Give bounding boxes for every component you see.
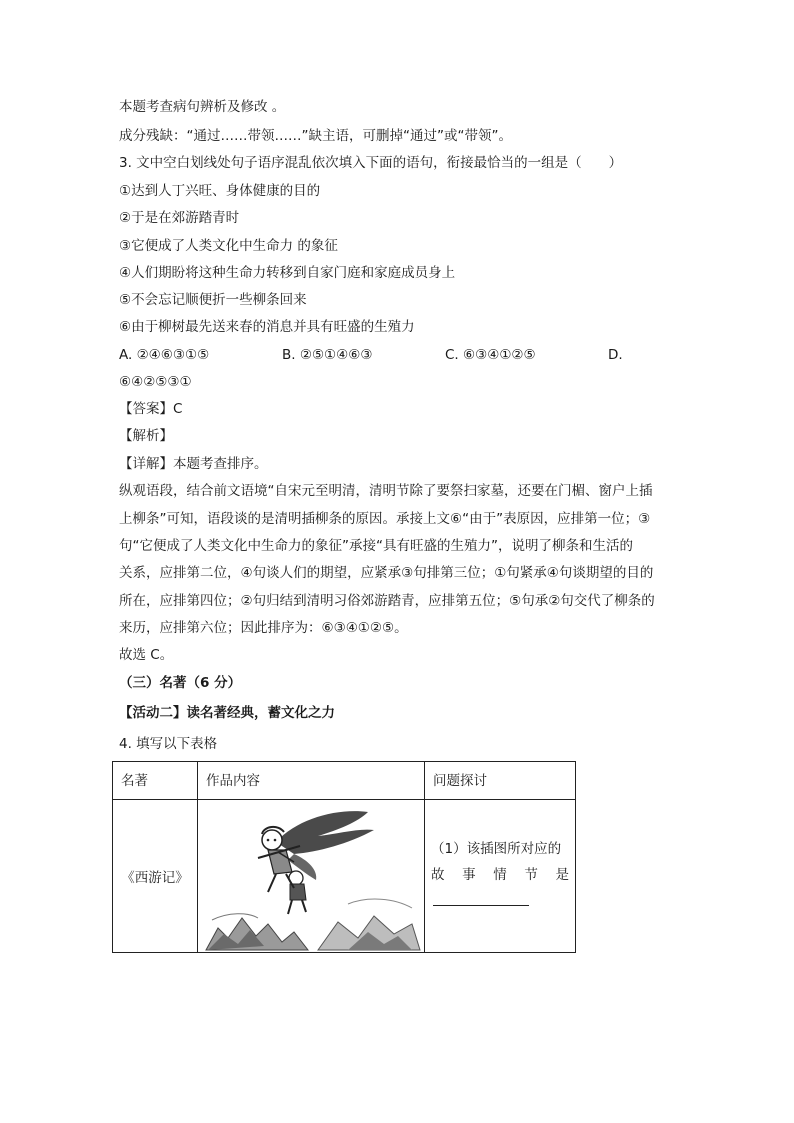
sentence-option-2: ②于是在郊游踏青时 bbox=[119, 210, 240, 226]
choice-d-label: D. bbox=[608, 347, 623, 363]
analysis-line: 所在，应排第四位；②句归结到清明习俗郊游踏青，应排第五位；⑤句承②句交代了柳条的 bbox=[119, 593, 655, 609]
analysis-line: 上柳条”可知，语段谈的是清明插柳条的原因。承接上文⑥“由于”表原因，应排第一位；③ bbox=[119, 511, 651, 527]
answer: 【答案】C bbox=[119, 401, 183, 417]
header-cell: 名著 bbox=[113, 762, 198, 800]
conclusion: 故选 C。 bbox=[119, 647, 174, 663]
question-4: 4. 填写以下表格 bbox=[119, 736, 218, 752]
choice-b: B. ②⑤①④⑥③ bbox=[282, 347, 373, 363]
sentence-option-3: ③它便成了人类文化中生命力 的象征 bbox=[119, 238, 338, 254]
text-line: 成分残缺：“通过……带领……”缺主语，可删掉“通过”或“带领”。 bbox=[119, 128, 512, 144]
analysis-line: 关系，应排第二位，④句谈人们的期望，应紧承③句排第三位；①句紧承④句谈期望的目的 bbox=[119, 565, 654, 581]
question-cell bbox=[425, 800, 576, 953]
work-name: 《西游记》 bbox=[113, 800, 198, 953]
sentence-option-1: ①达到人丁兴旺、身体健康的目的 bbox=[119, 183, 321, 199]
analysis-line: 纵观语段，结合前文语境“自宋元至明清，清明节除了要祭扫家墓，还要在门楣、窗户上插 bbox=[119, 483, 653, 499]
question-text-line2: 故 事 情 节 是 bbox=[431, 867, 569, 883]
text-line: 本题考查病句辨析及修改 。 bbox=[119, 99, 286, 115]
section-title: （三）名著（6 分） bbox=[119, 675, 242, 691]
answer-blank[interactable] bbox=[433, 904, 529, 906]
activity-title: 【活动二】读名著经典，蓄文化之力 bbox=[119, 705, 335, 721]
sentence-option-4: ④人们期盼将这种生命力转移到自家门庭和家庭成员身上 bbox=[119, 265, 456, 281]
choice-c: C. ⑥③④①②⑤ bbox=[445, 347, 536, 363]
question-text-line1: （1）该插图所对应的 bbox=[431, 841, 562, 857]
analysis-line: 来历，应排第六位；因此排序为：⑥③④①②⑤。 bbox=[119, 620, 408, 636]
question-3-stem: 3. 文中空白划线处句子语序混乱依次填入下面的语句，衔接最恰当的一组是（ ） bbox=[119, 155, 623, 171]
sentence-option-6: ⑥由于柳树最先送来春的消息并具有旺盛的生殖力 bbox=[119, 319, 415, 335]
detail-heading: 【详解】本题考查排序。 bbox=[119, 456, 268, 472]
analysis-heading: 【解析】 bbox=[119, 428, 173, 444]
header-cell: 问题探讨 bbox=[425, 762, 576, 800]
works-table bbox=[112, 761, 576, 953]
sentence-option-5: ⑤不会忘记顺便折一些柳条回来 bbox=[119, 292, 307, 308]
journey-west-illustration bbox=[198, 800, 424, 952]
analysis-line: 句“它便成了人类文化中生命力的象征”承接“具有旺盛的生殖力”，说明了柳条和生活的 bbox=[119, 538, 633, 554]
choice-d-value: ⑥④②⑤③① bbox=[119, 374, 192, 390]
choice-a: A. ②④⑥③①⑤ bbox=[119, 347, 210, 363]
header-cell: 作品内容 bbox=[198, 762, 425, 800]
illustration-cell bbox=[198, 800, 425, 953]
